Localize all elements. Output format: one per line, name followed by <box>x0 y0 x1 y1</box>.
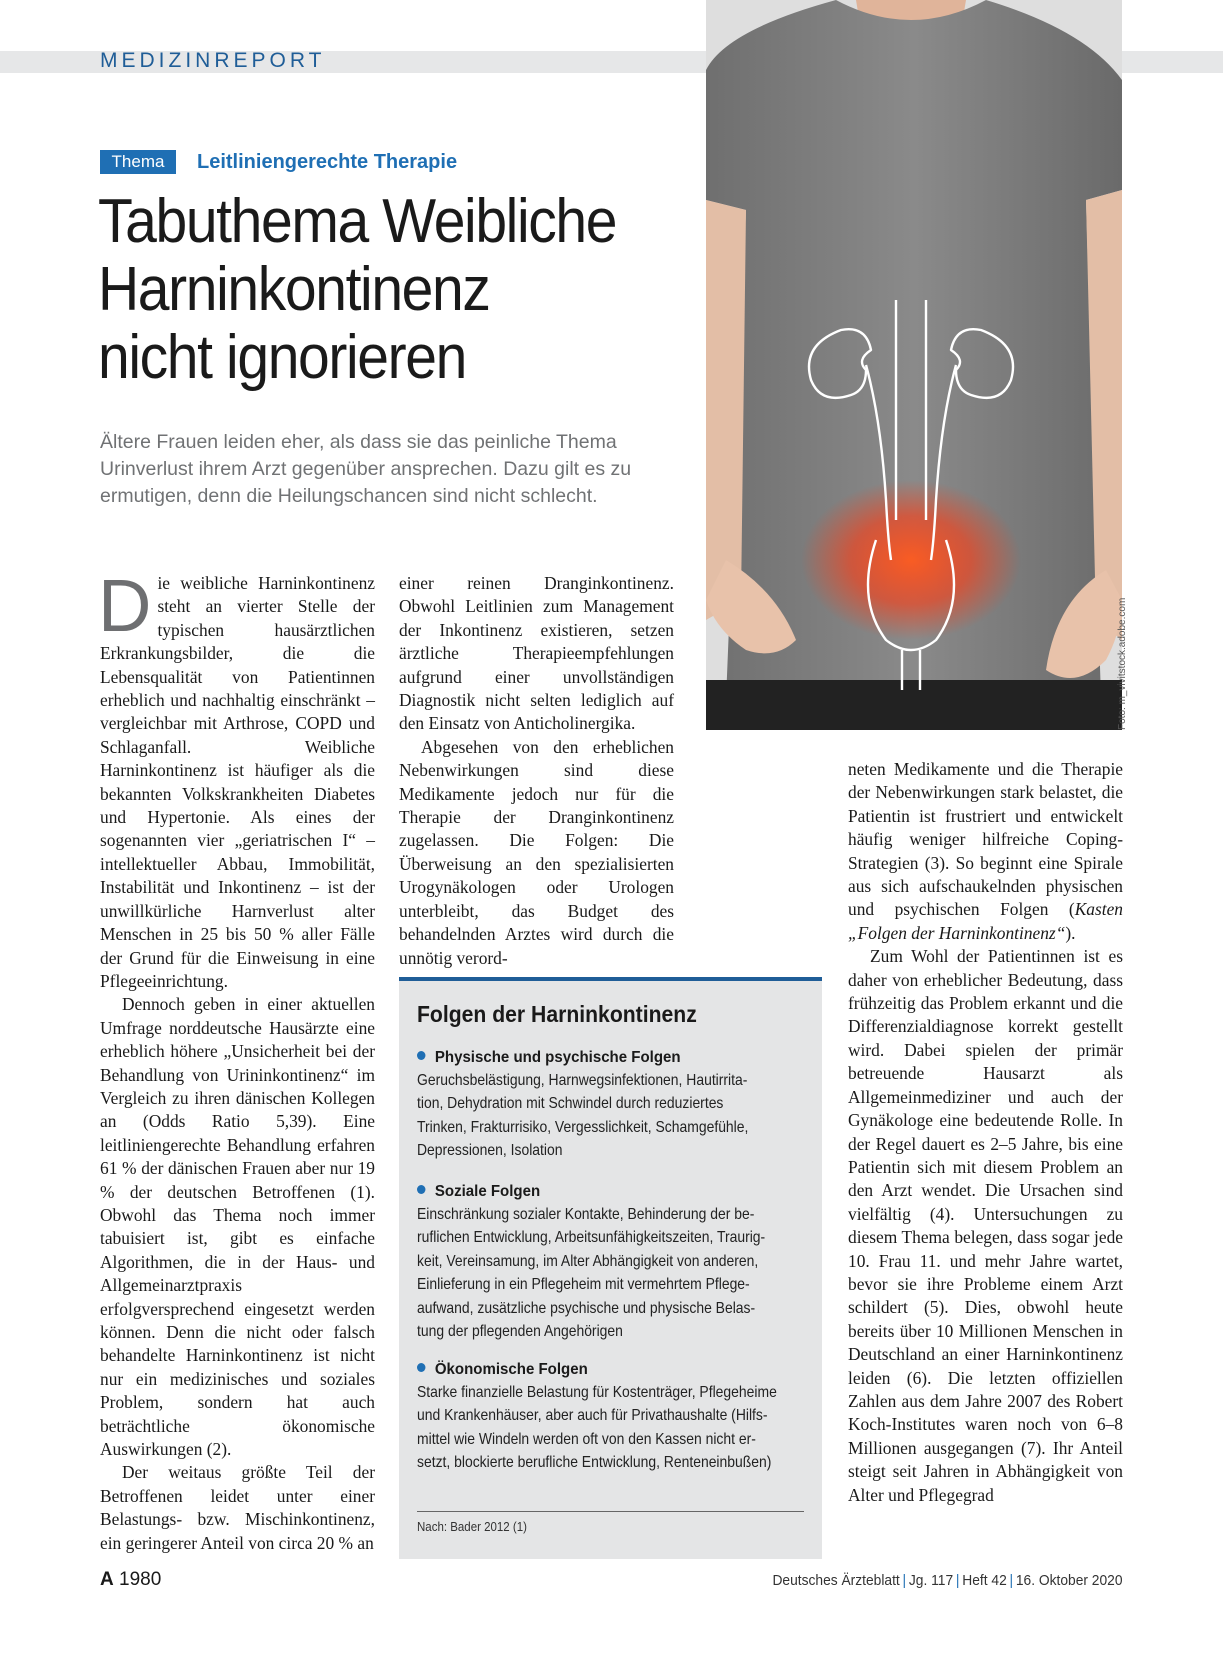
page-number <box>100 1569 161 1591</box>
body-paragraph: Abgesehen von den erheblichen Nebenwirkungen sind diese Medikamente jedoch nur für die Therapie der Dranginkontinenz zugelassen. Die Folgen: Die Überweisung an den spezialisierten Urogynäkologen oder Urologen unterbleibt, das Budget des behandelnden Arztes wird durch die unnötig verord- <box>399 736 674 968</box>
text-line: tion, Dehydration mit Schwindel durch reduziertes <box>417 1095 724 1113</box>
article-photo <box>706 0 1122 730</box>
publication-info <box>773 1572 1123 1589</box>
heading-text: Ökonomische Folgen <box>434 1361 588 1378</box>
woman-tshirt-urinary-tract-illustration <box>706 0 1122 730</box>
lead-line: ermutigen, denn die Heilungschancen sind nicht schlecht. <box>100 485 598 507</box>
text-line: Einlieferung in ein Pflegeheim mit vermehrtem Pflege- <box>417 1276 750 1294</box>
body-paragraph <box>848 758 1123 945</box>
headline-line: Harninkontinenz <box>98 255 490 324</box>
info-box-text <box>417 1069 812 1163</box>
bullet-icon <box>417 1185 425 1194</box>
page-number-value: 1980 <box>119 1569 162 1590</box>
paragraph-text: ie weibliche Harninkontinenz steht an vierter Stelle der typischen hausärztlichen Erkrankungsbilder, die die Lebensqualität von Patientinnen erheblich und nachhaltig einschränkt – vergleichbar mit Arthrose, COPD und Schlaganfall. Weibliche Harninkontinenz ist häufiger als die bekannten Volkskrankheiten Diabetes und Hypertonie. Als eines der sogenannten vier „geriatrischen I“ – intellektueller Abbau, Immobilität, Instabilität und Inkontinenz – ist der unwillkürliche Harnverlust alter Menschen in 25 bis 50 % aller Fälle der Grund für die Einweisung in eine Pflegeeinrichtung. <box>100 573 375 991</box>
text-line: und Krankenhäuser, aber auch für Privathaushalte (Hilfs- <box>417 1407 768 1425</box>
bullet-icon <box>417 1051 425 1060</box>
text-line: mittel wie Windeln werden oft von den Kassen nicht er- <box>417 1430 756 1448</box>
heading-text: Soziale Folgen <box>434 1183 541 1200</box>
photo-credit: Foto: m_vivitstock.adobe.com <box>1117 597 1128 730</box>
drop-cap: D <box>98 564 152 647</box>
info-box-text <box>417 1203 812 1343</box>
body-column-1 <box>98 564 375 1555</box>
issue: Heft 42 <box>962 1572 1008 1589</box>
lead-paragraph <box>100 429 680 510</box>
info-box <box>399 977 822 1559</box>
text-line: Trinken, Frakturrisiko, Vergesslichkeit, Schamgefühle, <box>417 1118 749 1136</box>
body-paragraph: Der weitaus größte Teil der Betroffenen leidet unter einer Belastungs- bzw. Mischinkontinenz, ein geringerer Anteil von circa 20 % an <box>100 1462 375 1553</box>
text-line: aufwand, zusätzliche psychische und physische Belas- <box>417 1299 756 1317</box>
info-box-source: Nach: Bader 2012 (1) <box>417 1520 527 1534</box>
body-paragraph: Dennoch geben in einer aktuellen Umfrage norddeutsche Hausärzte eine erheblich höhere „Unsicherheit bei der Behandlung von Urininkontinenz“ im Vergleich zu ihren dänischen Kollegen an (Odds Ratio 5,39). Eine leitliniengerechte Behandlung erfahren 61 % der dänischen Frauen aber nur 19 % der deutschen Betroffenen (1). Obwohl das Thema noch immer tabuisiert ist, gibt es einfache Algorithmen, die in der Haus- und Allgemeinarztpraxis erfolgversprechend eingesetzt werden können. Denn die nicht oder falsch behandelte Harninkontinenz ist nicht nur ein medizinisches und soziales Problem, sondern hat auch beträchtliche ökonomische Auswirkungen (2). <box>100 994 375 1460</box>
bullet-icon <box>417 1363 425 1372</box>
separator: | <box>956 1572 960 1589</box>
body-column-3 <box>848 758 1123 1507</box>
headline-line: Tabuthema Weibliche <box>98 187 617 256</box>
info-box-section <box>417 1181 812 1343</box>
text-line: keit, Vereinsamung, im Alter Abhängigkeit von anderen, <box>417 1252 759 1270</box>
body-paragraph <box>98 564 375 993</box>
text-line: ruflichen Entwicklung, Arbeitsunfähigkeitszeiten, Traurig- <box>417 1229 766 1247</box>
text-line: Geruchsbelästigung, Harnwegsinfektionen, Hautirrita- <box>417 1072 748 1089</box>
heading-text: Physische und psychische Folgen <box>434 1049 681 1066</box>
headline <box>98 188 668 392</box>
text-line: Einschränkung sozialer Kontakte, Behinderung der be- <box>417 1206 755 1223</box>
paragraph-text: neten Medikamente und die Therapie der Nebenwirkungen stark belastet, die Patientin ist frustriert und entwickelt häufig weniger hilfreiche Coping-Strategien (3). So beginnt eine Spirale aus sich aufschaukelnden physischen und psychischen Folgen ( <box>848 759 1123 920</box>
headline-line: nicht ignorieren <box>98 323 466 392</box>
box-reference: Kasten „Folgen der Harninkontinenz“ <box>848 899 1123 943</box>
separator: | <box>1009 1572 1014 1589</box>
topic-tag: Thema <box>100 150 176 174</box>
info-box-section <box>417 1359 812 1475</box>
separator: | <box>903 1572 907 1589</box>
info-box-heading <box>417 1181 788 1203</box>
issue-date: 16. Oktober 2020 <box>1016 1572 1123 1589</box>
info-box-heading <box>417 1047 788 1069</box>
body-paragraph: Zum Wohl der Patientinnen ist es daher von erheblicher Bedeutung, dass frühzeitig das Problem erkannt und die Differenzialdiagnose korrekt gestellt wird. Dabei spielen der primär betreuende Hausarzt als Allgemeinmediziner und auch der Gynäkologe eine bedeutende Rolle. In der Regel dauert es 2–5 Jahre, bis eine Patientin sich mit diesem Problem an den Arzt wendet. Die Ursachen sind vielfältig (4). Untersuchungen zu diesem Thema belegen, dass sogar jede 10. Frau 11. und mehr Jahre wartet, bevor sie ihre Probleme einem Arzt schildert (5). Dies, obwohl heute bereits über 10 Millionen Menschen in Deutschland an einer Harninkontinenz leiden (6). Die letzten offiziellen Zahlen aus dem Jahre 2007 des Robert Koch-Institutes waren noch von 6–8 Millionen ausgegangen (7). Ihr Anteil steigt seit Jahren in Abhängigkeit von Alter und Pflegegrad <box>848 946 1123 1505</box>
volume: Jg. 117 <box>909 1572 954 1589</box>
paragraph-text: ). <box>1065 922 1076 943</box>
info-box-text <box>417 1381 812 1475</box>
info-box-heading <box>417 1359 788 1381</box>
body-paragraph: einer reinen Dranginkontinenz. Obwohl Leitlinien zum Management der Inkontinenz existieren, setzen ärztliche Therapieempfehlungen aufgrund einer unvollständigen Diagnostik nicht selten lediglich auf den Einsatz von Anticholinergika. <box>399 573 674 734</box>
body-column-2 <box>399 572 674 970</box>
info-box-divider <box>417 1511 804 1512</box>
info-box-title: Folgen der Harninkontinenz <box>417 1001 697 1027</box>
lead-line: Urinverlust ihrem Arzt gegenüber ansprechen. Dazu gilt es zu <box>100 458 632 480</box>
info-box-section <box>417 1047 812 1163</box>
topic-kicker: Leitliniengerechte Therapie <box>197 151 458 173</box>
page-prefix: A <box>100 1569 114 1590</box>
text-line: tung der pflegenden Angehörigen <box>417 1323 623 1341</box>
text-line: Depressionen, Isolation <box>417 1142 563 1160</box>
text-line: Starke finanzielle Belastung für Kostenträger, Pflegeheime <box>417 1384 777 1401</box>
lead-line: Ältere Frauen leiden eher, als dass sie das peinliche Thema <box>100 431 617 453</box>
journal-name: Deutsches Ärzteblatt <box>772 1572 901 1589</box>
section-label: MEDIZINREPORT <box>100 49 326 72</box>
text-line: setzt, blockierte berufliche Entwicklung, Renteneinbußen) <box>417 1454 772 1472</box>
